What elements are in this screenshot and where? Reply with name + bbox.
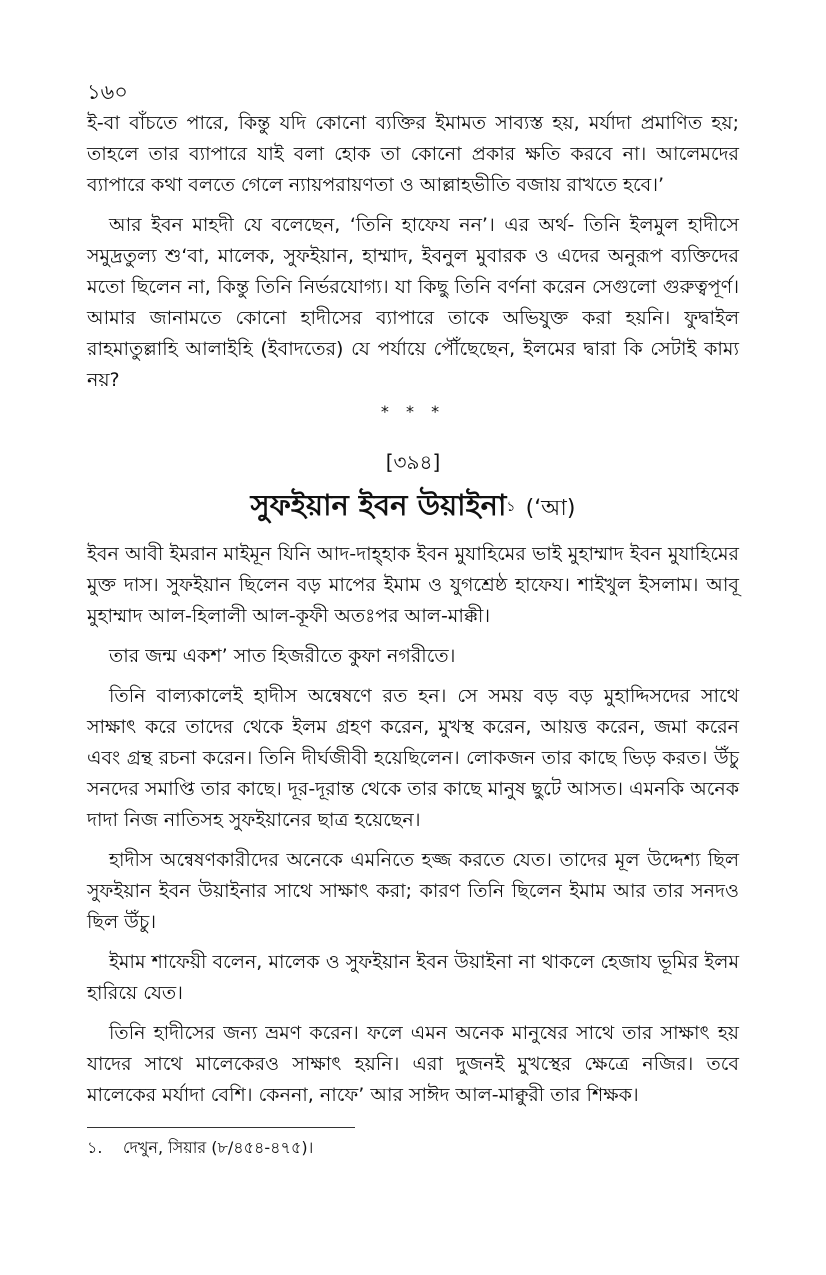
biography-number: [৩৯৪] [385,450,441,474]
footnote-divider [87,1127,355,1128]
honorific: (‘আ) [525,496,576,521]
paragraph-ibn-mahdi: আর ইবন মাহদী যে বলেছেন, ‘তিনি হাফেয নন’। এর অর্থ- তিনি ইলমুল হাদীসে সমুদ্রতুল্য শু‘বা, মালেক, সুফইয়ান, হাম্মাদ, ইবনুল মুবারক ও এদের অনুরূপ ব্যক্তিদের মতো ছিলেন না, কিন্তু তিনি নির্ভরযোগ্য। যা কিছু তিনি বর্ণনা করেন সেগুলো গুরুত্বপূর্ণ। আমার জানামতে কোনো হাদীসের ব্যাপারে তাকে অভিযুক্ত করা হয়নি। ফুদ্বাইল রাহমাতুল্লাহি আলাইহি (ইবাদতের) যে পর্যায়ে পৌঁছেছেন, ইলমের দ্বারা কি সেটাই কাম্য নয়? [87,214,739,391]
paragraph-birth: তার জন্ম একশ’ সাত হিজরীতে কুফা নগরীতে। [109,645,456,667]
book-page [87,78,739,1160]
footnote-marker: ১. [87,1138,103,1157]
paragraph-hajj-seekers: হাদীস অন্বেষণকারীদের অনেকে এমনিতে হজ্জ করতে যেত। তাদের মূল উদ্দেশ্য ছিল সুফইয়ান ইবন উয়াইনার সাথে সাক্ষাৎ করা; কারণ তিনি ছিলেন ইমাম আর তার সনদও ছিল উঁচু। [87,849,739,933]
footnote [87,1136,739,1160]
section-separator: * * * [380,402,446,421]
footnote-text: দেখুন, সিয়ার (৮/৪৫৪-৪৭৫)। [123,1138,314,1157]
biography-title [87,485,739,529]
paragraph-travel: তিনি হাদীসের জন্য ভ্রমণ করেন। ফলে এমন অনেক মানুষের সাথে তার সাক্ষাৎ হয় যাদের সাথে মালেকেরও সাক্ষাৎ হয়নি। এরা দুজনই মুখস্থের ক্ষেত্রে নজির। তবে মালেকের মর্যাদা বেশি। কেননা, নাফে’ আর সাঈদ আল-মাক্বুরী তার শিক্ষক। [87,1022,739,1106]
paragraph-hadith-study: তিনি বাল্যকালেই হাদীস অন্বেষণে রত হন। সে সময় বড় বড় মুহাদ্দিসদের সাথে সাক্ষাৎ করে তাদের থেকে ইলম গ্রহণ করেন, মুখস্থ করেন, আয়ত্ত করেন, জমা করেন এবং গ্রন্থ রচনা করেন। তিনি দীর্ঘজীবী হয়েছিলেন। লোকজন তার কাছে ভিড় করত। উঁচু সনদের সমাপ্তি তার কাছে। দূর-দূরান্ত থেকে তার কাছে মানুষ ছুটে আসত। এমনকি অনেক দাদা নিজ নাতিসহ সুফইয়ানের ছাত্র হয়েছেন। [87,685,739,831]
footnote-reference[interactable]: ১ [506,499,516,515]
biography-name: সুফইয়ান ইবন উয়াইনা [250,488,507,522]
page-number: ১৬০ [87,80,128,104]
paragraph-lineage: ইবন আবী ইমরান মাইমূন যিনি আদ-দাহ্হাক ইবন মুযাহিমের ভাই মুহাম্মাদ ইবন মুযাহিমের মুক্ত দাস। সুফইয়ান ছিলেন বড় মাপের ইমাম ও যুগশ্রেষ্ঠ হাফেয। শাইখুল ইসলাম। আবূ মুহাম্মাদ আল-হিলালী আল-কূফী অতঃপর আল-মাক্কী। [87,543,739,627]
paragraph-imam-shafii: ইমাম শাফেয়ী বলেন, মালেক ও সুফইয়ান ইবন উয়াইনা না থাকলে হেজায ভূমির ইলম হারিয়ে যেত। [87,951,739,1004]
paragraph-continued: ই-বা বাঁচতে পারে, কিন্তু যদি কোনো ব্যক্তির ইমামত সাব্যস্ত হয়, মর্যাদা প্রমাণিত হয়; তাহলে তার ব্যাপারে যাই বলা হোক তা কোনো প্রকার ক্ষতি করবে না। আলেমদের ব্যাপারে কথা বলতে গেলে ন্যায়পরায়ণতা ও আল্লাহভীতি বজায় রাখতে হবে।’ [87,112,739,196]
